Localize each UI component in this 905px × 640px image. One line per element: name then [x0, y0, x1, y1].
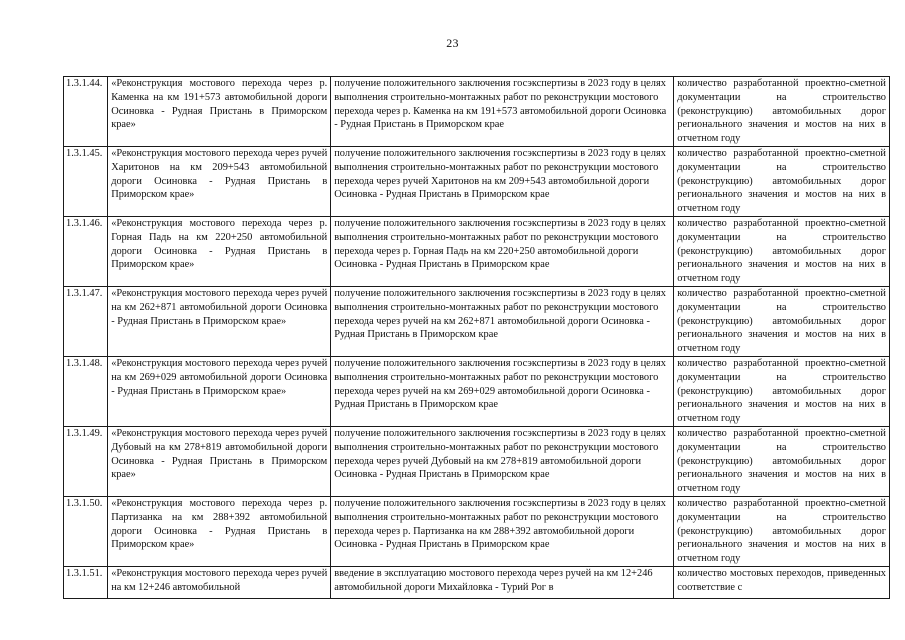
table-row: [64, 147, 890, 217]
measures-table: [63, 76, 890, 599]
row-number-cell: 1.3.1.44.: [64, 77, 108, 147]
indicator-cell: количество мостовых переходов, приведенных соответствие с: [674, 567, 890, 599]
measure-title-cell: «Реконструкция мостового перехода через ручей Дубовый на км 278+819 автомобильной дороги Осиновка - Рудная Пристань в Приморском крае»: [108, 427, 331, 497]
indicator-cell: количество разработанной проектно-сметной документации на строительство (реконструкцию) автомобильных дорог регионального значения и мостов на них в отчетном году: [674, 427, 890, 497]
table-row: [64, 497, 890, 567]
expected-result-cell: получение положительного заключения госэкспертизы в 2023 году в целях выполнения строительно-монтажных работ по реконструкции мостового перехода через ручей на км 262+871 автомобильной дороги Осиновка - Рудная Пристань в Приморском крае: [331, 287, 674, 357]
indicator-cell: количество разработанной проектно-сметной документации на строительство (реконструкцию) автомобильных дорог регионального значения и мостов на них в отчетном году: [674, 77, 890, 147]
measure-title-cell: «Реконструкция мостового перехода через ручей на км 262+871 автомобильной дороги Осиновка - Рудная Пристань в Приморском крае»: [108, 287, 331, 357]
row-number-cell: 1.3.1.51.: [64, 567, 108, 599]
expected-result-cell: получение положительного заключения госэкспертизы в 2023 году в целях выполнения строительно-монтажных работ по реконструкции мостового перехода через р. Горная Падь на км 220+250 автомобильной дороги Осиновка - Рудная Пристань в Приморском крае: [331, 217, 674, 287]
page-number: 23: [446, 36, 459, 50]
row-number-cell: 1.3.1.50.: [64, 497, 108, 567]
table-row: [64, 357, 890, 427]
expected-result-cell: получение положительного заключения госэкспертизы в 2023 году в целях выполнения строительно-монтажных работ по реконструкции мостового перехода через р. Партизанка на км 288+392 автомобильной дороги Осиновка - Рудная Пристань в Приморском крае: [331, 497, 674, 567]
expected-result-cell: получение положительного заключения госэкспертизы в 2023 году в целях выполнения строительно-монтажных работ по реконструкции мостового перехода через ручей на км 269+029 автомобильной дороги Осиновка - Рудная Пристань в Приморском крае: [331, 357, 674, 427]
measure-title-cell: «Реконструкция мостового перехода через р. Каменка на км 191+573 автомобильной дороги Осиновка - Рудная Пристань в Приморском крае»: [108, 77, 331, 147]
expected-result-cell: получение положительного заключения госэкспертизы в 2023 году в целях выполнения строительно-монтажных работ по реконструкции мостового перехода через ручей Дубовый на км 278+819 автомобильной дороги Осиновка - Рудная Пристань в Приморском крае: [331, 427, 674, 497]
table-row: [64, 427, 890, 497]
row-number-cell: 1.3.1.46.: [64, 217, 108, 287]
table-row: [64, 287, 890, 357]
measure-title-cell: «Реконструкция мостового перехода через р. Горная Падь на км 220+250 автомобильной дороги Осиновка - Рудная Пристань в Приморском крае»: [108, 217, 331, 287]
table-row: [64, 567, 890, 599]
indicator-cell: количество разработанной проектно-сметной документации на строительство (реконструкцию) автомобильных дорог регионального значения и мостов на них в отчетном году: [674, 357, 890, 427]
indicator-cell: количество разработанной проектно-сметной документации на строительство (реконструкцию) автомобильных дорог регионального значения и мостов на них в отчетном году: [674, 287, 890, 357]
row-number-cell: 1.3.1.48.: [64, 357, 108, 427]
row-number-cell: 1.3.1.49.: [64, 427, 108, 497]
table-row: [64, 217, 890, 287]
row-number-cell: 1.3.1.47.: [64, 287, 108, 357]
indicator-cell: количество разработанной проектно-сметной документации на строительство (реконструкцию) автомобильных дорог регионального значения и мостов на них в отчетном году: [674, 217, 890, 287]
measure-title-cell: «Реконструкция мостового перехода через р. Партизанка на км 288+392 автомобильной дороги Осиновка - Рудная Пристань в Приморском крае»: [108, 497, 331, 567]
indicator-cell: количество разработанной проектно-сметной документации на строительство (реконструкцию) автомобильных дорог регионального значения и мостов на них в отчетном году: [674, 497, 890, 567]
measure-title-cell: «Реконструкция мостового перехода через ручей Харитонов на км 209+543 автомобильной дороги Осиновка - Рудная Пристань в Приморском крае»: [108, 147, 331, 217]
row-number-cell: 1.3.1.45.: [64, 147, 108, 217]
measure-title-cell: «Реконструкция мостового перехода через ручей на км 269+029 автомобильной дороги Осиновка - Рудная Пристань в Приморском крае»: [108, 357, 331, 427]
measure-title-cell: «Реконструкция мостового перехода через ручей на км 12+246 автомобильной: [108, 567, 331, 599]
expected-result-cell: введение в эксплуатацию мостового перехода через ручей на км 12+246 автомобильной дороги Михайловка - Турий Рог в: [331, 567, 674, 599]
expected-result-cell: получение положительного заключения госэкспертизы в 2023 году в целях выполнения строительно-монтажных работ по реконструкции мостового перехода через р. Каменка на км 191+573 автомобильной дороги Осиновка - Рудная Пристань в Приморском крае: [331, 77, 674, 147]
expected-result-cell: получение положительного заключения госэкспертизы в 2023 году в целях выполнения строительно-монтажных работ по реконструкции мостового перехода через ручей Харитонов на км 209+543 автомобильной дороги Осиновка - Рудная Пристань в Приморском крае: [331, 147, 674, 217]
indicator-cell: количество разработанной проектно-сметной документации на строительство (реконструкцию) автомобильных дорог регионального значения и мостов на них в отчетном году: [674, 147, 890, 217]
table-row: [64, 77, 890, 147]
